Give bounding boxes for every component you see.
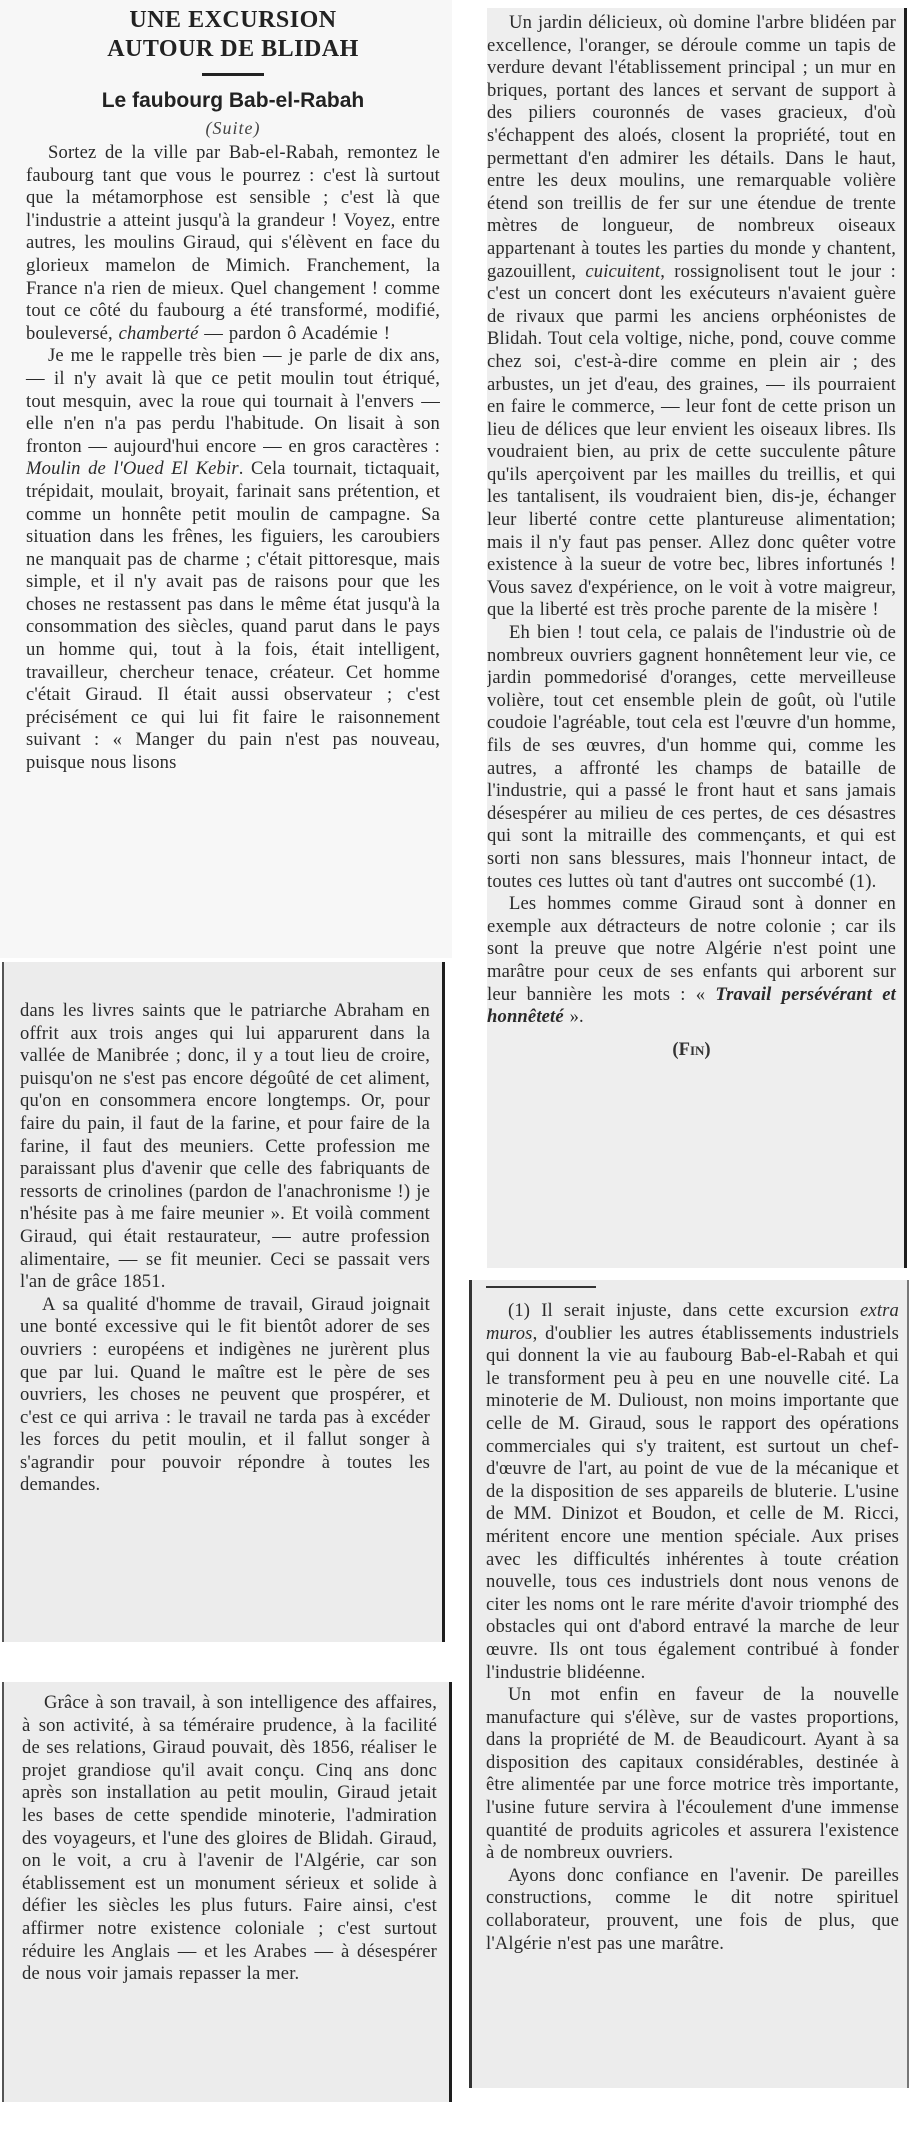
paragraph (26, 142, 440, 345)
text-run: — pardon ô Académie ! (198, 322, 391, 344)
paragraph: Eh bien ! tout cela, ce palais de l'industrie où de nombreux ouvriers gagnent honnêtement leur vie, ce jardin pommedorisé d'oranges, cette merveilleuse volière, tout cet ensemble plein de goût, où l'utile coudoie l'agréable, tout cela est l'œuvre d'un homme, fils de ses œuvres, d'un homme qui, comme les autres, a affronté les champs de bataille de l'industrie, qui a passé le front haut et sans jamais désespérer au milieu de ces pertes, de ces désastres qui sont la mitraille des commençants, et qui est sorti non sans blessures, mais l'honneur intact, de toutes ces luttes où tant d'autres ont succombé (1). (487, 622, 896, 892)
italic-text: Moulin de l'Oued El Kebir (26, 458, 239, 480)
text-run: Les hommes comme Giraud sont à donner en exemple aux détracteurs de notre colonie ; car ils sont la preuve que notre Algérie n'est point une marâtre pour ceux de ses enfants qui arborent sur leur bannière les mots : « (487, 893, 896, 1005)
paragraph (26, 345, 440, 774)
footnote-clipping (469, 1280, 909, 2088)
end-marker: (Fin) (672, 1038, 711, 1060)
paragraph: dans les livres saints que le patriarche Abraham en offrit aux trois anges qui lui apparurent dans la vallée de Manibrée ; donc, il y a tout lieu de croire, puisqu'on ne s'est pas encore dégoûté de cet aliment, qu'on en consommera encore longtemps. Or, pour faire du pain, il faut de la farine, et pour faire de la farine, il faut des meuniers. Cette profession me paraissant plus d'avenir que celle des fabriquants de ressorts de crinolines (pardon de l'anachronisme !) je n'hésite pas à me faire meunier ». Et voilà comment Giraud, qui était restaurateur, — autre profession alimentaire, — se fit meunier. Ceci se passait vers l'an de grâce 1851. (20, 1000, 430, 1293)
text-run: ». (563, 1006, 584, 1028)
italic-text: extra muros (486, 1300, 899, 1344)
text-run: Un jardin délicieux, où domine l'arbre blidéen par excellence, l'oranger, se déroule comme un tapis de verdure devant l'établissement principal ; un mur en briques, portant des lances et servant de support à des piliers couronnés de vases gracieux, d'où s'échappent des aloés, closent la propriété, tout en permettant d'en admirer les détails. Dans le haut, entre les deux moulins, une remarquable volière étend son treillis de fer sur une étendue de trente mètres de longueur, de nombreux oiseaux appartenant à toutes les parties du monde y chantent, gazouillent, (487, 12, 896, 282)
text-run: Je me le rappelle très bien — je parle de dix ans, — il n'y avait là que ce petit moulin tout étriqué, tout mesquin, avec la roue qui tournait à l'envers — elle n'en n'a pas perdu l'habitude. On lisait à son fronton — aujourd'hui encore — en gros caractères : (26, 345, 440, 457)
article-clipping-right-top (487, 8, 907, 1268)
text-run: , d'oublier les autres établissements industriels qui donnent la vie au faubourg Bab-el-Rabah et qui le transforment peu à peu en une nouvelle cité. La minoterie de M. Dulioust, non moins importante que celle de M. Giraud, sous le rapport des opérations commerciales qui s'y traitent, est surtout un chef-d'œuvre de l'art, au point de vue de la mécanique et de la disposition de ses appareils de bluterie. L'usine de MM. Dinizot et Boudon, et celle de M. Ricci, méritent encore une mention spéciale. Aux prises avec les difficultés inhérentes à toute création nouvelle, tous ces industriels dont nous venons de citer les noms ont le rare mérite d'avoir triomphé des obstacles qui ont d'abord entravé la marche de leur œuvre. Ils ont tous également contribué à fonder l'industrie blidéenne. (486, 1322, 899, 1683)
article-clipping-left-top (0, 0, 452, 958)
paragraph (487, 893, 896, 1029)
paragraph (487, 12, 896, 622)
text-run: , rossignolisent tout le jour : c'est un concert dont les exécuteurs n'avaient guère de rivaux que parmi les anciens orphéonistes de Blidah. Tout cela voltige, niche, pond, couve comme chez soi, c'est-à-dire comme en plein air ; des arbustes, un jet d'eau, des graines, — ils pourraient en faire le commerce, — leur font de cette prison un lieu de délices que leur envient les oiseaux libres. Ils voudraient bien, au prix de cette succulente pâture qu'ils aperçoivent par les mailles du treillis, et qui les tantalisent, ils voudraient bien, dis-je, échanger leur liberté contre cette plantureuse alimentation; mais il n'y faut pas penser. Allez donc quêter votre existence à la sueur de votre bec, libres infortunés ! Vous savez d'expérience, on le voit à votre maigreur, que la liberté est très proche parente de la misère ! (487, 260, 896, 621)
italic-text: chamberté (118, 322, 199, 344)
text-run: . Cela tournait, tictaquait, trépidait, moulait, broyait, farinait sans prétention, et comme un honnête petit moulin de campagne. Sa situation dans les frênes, les figuiers, les caroubiers ne manquait pas de charme ; c'était pittoresque, mais simple, et il n'y avait pas de raisons pour que les choses ne restassent pas dans le même état jusqu'à la consommation des siècles, quand parut dans le pays un homme qui, tout à la fois, était intelligent, travailleur, chercheur tenace, créateur. Cet homme c'était Giraud. Il était aussi observateur ; c'est précisément ce qui lui fit faire le raisonnement suivant : « Manger du pain n'est pas nouveau, puisque nous lisons (26, 458, 440, 774)
footnote-paragraph: Ayons donc confiance en l'avenir. De pareilles constructions, comme le dit notre spirituel collaborateur, prouvent, une fois de plus, que l'Algérie n'est pas une marâtre. (486, 1864, 899, 1954)
paragraph: A sa qualité d'homme de travail, Giraud joignait une bonté excessive qui le fit bientôt adorer de ses ouvriers : européens et indigènes ne jurèrent plus que par lui. Quand le maître est le père de ses ouvriers, les choses ne peuvent que prospérer, et c'est ce qui arriva : le travail ne tarda pas à excéder les forces du petit moulin, et il fallut songer à s'agrandir pour pouvoir répondre à toutes les demandes. (20, 1293, 430, 1496)
italic-text: Travail persévérant et honnêteté (487, 983, 896, 1028)
article-subtitle: Le faubourg Bab-el-Rabah (101, 89, 365, 112)
text-run: (1) Il serait injuste, dans cette excursion (508, 1300, 861, 1321)
continuation-label: (Suite) (205, 118, 261, 138)
article-clipping-left-bottom (2, 1682, 452, 2102)
title-divider (202, 73, 264, 76)
article-title-line-2: AUTOUR DE BLIDAH (107, 36, 359, 62)
paragraph: Grâce à son travail, à son intelligence des affaires, à son activité, à sa téméraire prudence, à la facilité de ses relations, Giraud pouvait, dès 1856, réaliser le projet grandiose qu'il avait conçu. Cinq ans donc après son installation au petit moulin, Giraud jetait les bases de cette spendide minoterie, l'admiration des voyageurs, et l'une des gloires de Blidah. Giraud, on le voit, a cru à l'avenir de l'Algérie, car son établissement est un monument sérieux et solide à défier les siècles les plus futurs. Faire ainsi, c'est affirmer notre existence coloniale ; c'est surtout réduire les Anglais — et les Arabes — à désespérer de nous voir jamais repasser la mer. (22, 1692, 437, 1985)
article-title-line-1: UNE EXCURSION (129, 7, 337, 33)
footnote-divider (486, 1286, 596, 1288)
text-run: Sortez de la ville par Bab-el-Rabah, remontez le faubourg tant que vous le pourrez : c'est là surtout que la métamorphose est sensible ; c'est là que l'industrie a atteint jusqu'à la grandeur ! Voyez, entre autres, les moulins Giraud, qui s'élèvent en face du glorieux mamelon de Mimich. Franchement, la France n'a rien de mieux. Quel changement ! comme tout ce côté du faubourg a été transformé, modifié, bouleversé, (26, 142, 440, 344)
article-clipping-left-middle (2, 962, 445, 1642)
article-body-left-top (26, 142, 440, 775)
footnote-paragraph (486, 1300, 899, 1684)
italic-text: cuicuitent (585, 260, 661, 282)
footnote-paragraph: Un mot enfin en faveur de la nouvelle manufacture qui s'élève, sur de vastes proportions, dans la propriété de M. de Beaudicourt. Ayant à sa disposition des capitaux considérables, destinée à être alimentée par une force motrice très importante, l'usine future servira à l'écoulement d'une immense quantité de produits agricoles et assurera l'existence à de nombreux ouvriers. (486, 1684, 899, 1864)
